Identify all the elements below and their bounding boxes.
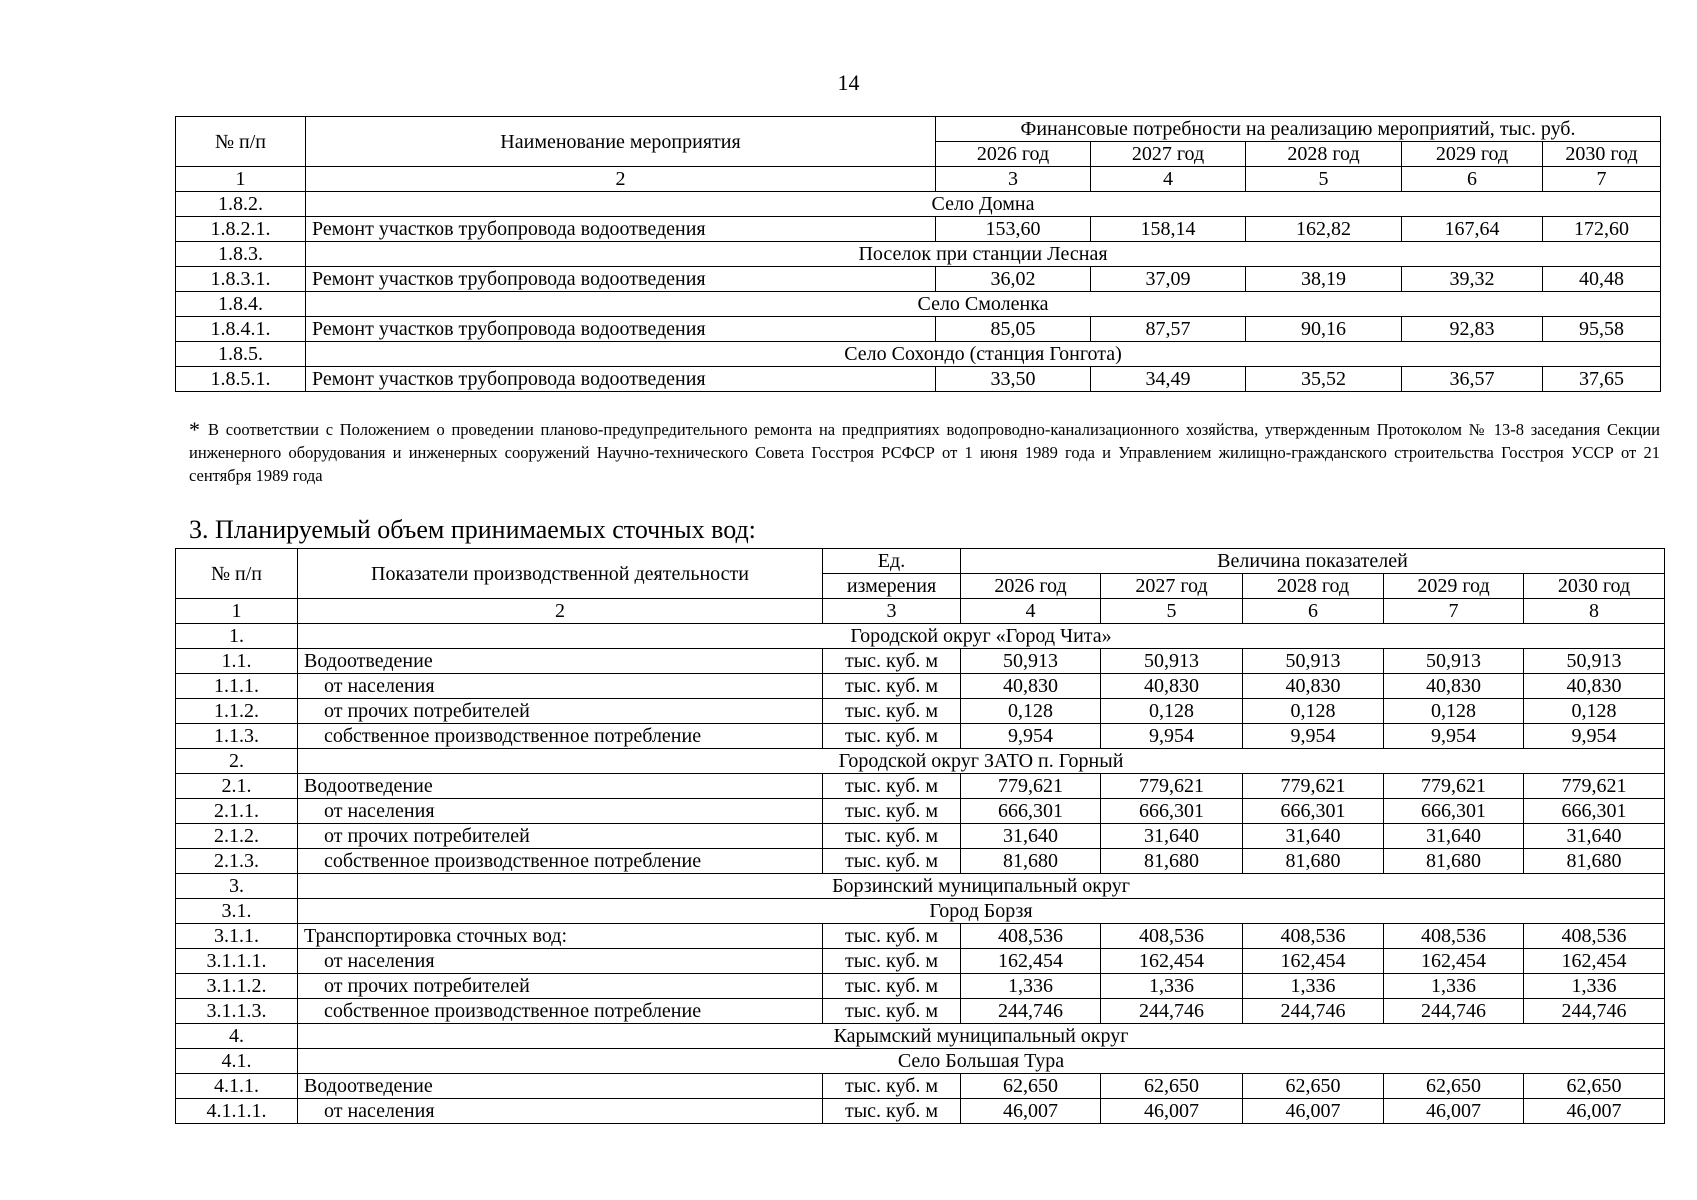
value-cell: 244,746: [1524, 999, 1665, 1024]
table-row: [176, 317, 1661, 342]
row-number: 1.8.5.: [176, 342, 306, 367]
value-cell: 408,536: [1524, 924, 1665, 949]
row-name: от населения: [298, 1099, 823, 1124]
row-unit: тыс. куб. м: [823, 1099, 961, 1124]
table-row: [176, 799, 1665, 824]
header-index: 7: [1384, 599, 1524, 624]
header-num: № п/п: [176, 117, 306, 167]
header-index: 8: [1524, 599, 1665, 624]
footnote-star: *: [189, 417, 200, 442]
section-row: [176, 342, 1661, 367]
section-row: [176, 749, 1665, 774]
page-number: 14: [837, 70, 860, 95]
table-row: [176, 649, 1665, 674]
value-cell: 81,680: [961, 849, 1101, 874]
value-cell: 46,007: [1243, 1099, 1384, 1124]
row-name: Водоотведение: [298, 774, 823, 799]
row-number: 3.1.1.2.: [176, 974, 298, 999]
value-cell: 36,02: [936, 267, 1091, 292]
value-cell: 31,640: [1101, 824, 1243, 849]
value-cell: 95,58: [1543, 317, 1661, 342]
table-row: [176, 367, 1661, 392]
row-number: 1.1.: [176, 649, 298, 674]
value-cell: 46,007: [1524, 1099, 1665, 1124]
value-cell: 40,830: [961, 674, 1101, 699]
row-unit: тыс. куб. м: [823, 824, 961, 849]
section-row: [176, 874, 1665, 899]
footnote-text: В соответствии с Положением о проведении планово-предупредительного ремонта на предприятиях водопроводно-канализационного хозяйства, утвержденным Протоколом № 13-8 заседания Секции инженерного оборудования и инженерных сооружений Научно-технического Совета Госстроя РСФСР от 1 июня 1989 года и Управлением жилищно-гражданского строительства Госстроя УССР от 21 сентября 1989 года: [189, 420, 1660, 485]
row-number: 1.8.4.: [176, 292, 306, 317]
header-year: 2029 год: [1402, 142, 1543, 167]
header-index: 1: [176, 599, 298, 624]
header-index: 5: [1246, 167, 1402, 192]
value-cell: 81,680: [1101, 849, 1243, 874]
header-year: 2027 год: [1091, 142, 1246, 167]
value-cell: 36,57: [1402, 367, 1543, 392]
section-title-cell: Город Борзя: [298, 899, 1665, 924]
value-cell: 50,913: [1101, 649, 1243, 674]
section-title-cell: Село Домна: [306, 192, 1661, 217]
section-title-cell: Городской округ «Город Чита»: [298, 624, 1665, 649]
row-unit: тыс. куб. м: [823, 1074, 961, 1099]
value-cell: 87,57: [1091, 317, 1246, 342]
table-row: [176, 774, 1665, 799]
value-cell: 244,746: [961, 999, 1101, 1024]
value-cell: 162,454: [1524, 949, 1665, 974]
header-year: 2030 год: [1524, 574, 1665, 599]
header-index: 3: [823, 599, 961, 624]
value-cell: 9,954: [1243, 724, 1384, 749]
table-row: [176, 849, 1665, 874]
table-row: [176, 674, 1665, 699]
value-cell: 46,007: [961, 1099, 1101, 1124]
value-cell: 34,49: [1091, 367, 1246, 392]
section-row: [176, 1049, 1665, 1074]
value-cell: 37,09: [1091, 267, 1246, 292]
table-row: [176, 1074, 1665, 1099]
section-title-cell: Село Смоленка: [306, 292, 1661, 317]
value-cell: 779,621: [1524, 774, 1665, 799]
table-row: [176, 267, 1661, 292]
section-row: [176, 192, 1661, 217]
value-cell: 46,007: [1384, 1099, 1524, 1124]
row-name: собственное производственное потребление: [298, 999, 823, 1024]
row-unit: тыс. куб. м: [823, 649, 961, 674]
value-cell: 85,05: [936, 317, 1091, 342]
section-row: [176, 292, 1661, 317]
value-cell: 38,19: [1246, 267, 1402, 292]
value-cell: 90,16: [1246, 317, 1402, 342]
row-number: 2.: [176, 749, 298, 774]
value-cell: 81,680: [1524, 849, 1665, 874]
row-unit: тыс. куб. м: [823, 849, 961, 874]
table-row: [176, 999, 1665, 1024]
row-number: 1.8.3.1.: [176, 267, 306, 292]
header-index: 1: [176, 167, 306, 192]
row-unit: тыс. куб. м: [823, 799, 961, 824]
row-number: 1.1.2.: [176, 699, 298, 724]
section-title-cell: Село Большая Тура: [298, 1049, 1665, 1074]
row-number: 1.8.2.1.: [176, 217, 306, 242]
row-name: от прочих потребителей: [298, 699, 823, 724]
table-row: [176, 699, 1665, 724]
header-year: 2028 год: [1246, 142, 1402, 167]
header-group: Финансовые потребности на реализацию мероприятий, тыс. руб.: [936, 117, 1661, 142]
row-number: 3.1.: [176, 899, 298, 924]
value-cell: 92,83: [1402, 317, 1543, 342]
row-number: 4.1.1.1.: [176, 1099, 298, 1124]
row-number: 1.8.3.: [176, 242, 306, 267]
value-cell: 666,301: [1101, 799, 1243, 824]
row-number: 1.8.4.1.: [176, 317, 306, 342]
header-year: 2027 год: [1101, 574, 1243, 599]
value-cell: 408,536: [1101, 924, 1243, 949]
header-num: № п/п: [176, 549, 298, 599]
row-number: 3.1.1.3.: [176, 999, 298, 1024]
row-number: 2.1.2.: [176, 824, 298, 849]
row-number: 3.1.1.1.: [176, 949, 298, 974]
value-cell: 162,454: [1101, 949, 1243, 974]
value-cell: 81,680: [1243, 849, 1384, 874]
section-title: 3. Планируемый объем принимаемых сточных вод:: [189, 515, 756, 544]
row-name: Транспортировка сточных вод:: [298, 924, 823, 949]
row-name: от населения: [298, 799, 823, 824]
row-unit: тыс. куб. м: [823, 999, 961, 1024]
value-cell: 0,128: [1243, 699, 1384, 724]
value-cell: 779,621: [1101, 774, 1243, 799]
row-name: собственное производственное потребление: [298, 724, 823, 749]
financial-needs-table: [175, 116, 1661, 392]
section-title-cell: Городской округ ЗАТО п. Горный: [298, 749, 1665, 774]
value-cell: 1,336: [961, 974, 1101, 999]
section-title-cell: Борзинский муниципальный округ: [298, 874, 1665, 899]
row-name: Ремонт участков трубопровода водоотведения: [306, 367, 936, 392]
row-number: 4.1.1.: [176, 1074, 298, 1099]
section-row: [176, 899, 1665, 924]
value-cell: 46,007: [1101, 1099, 1243, 1124]
header-index: 6: [1243, 599, 1384, 624]
header-year: 2026 год: [961, 574, 1101, 599]
value-cell: 162,454: [1384, 949, 1524, 974]
value-cell: 40,48: [1543, 267, 1661, 292]
value-cell: 31,640: [961, 824, 1101, 849]
row-number: 1.: [176, 624, 298, 649]
value-cell: 244,746: [1384, 999, 1524, 1024]
row-name: от прочих потребителей: [298, 974, 823, 999]
row-number: 4.: [176, 1024, 298, 1049]
value-cell: 31,640: [1243, 824, 1384, 849]
value-cell: 62,650: [961, 1074, 1101, 1099]
header-index: 6: [1402, 167, 1543, 192]
value-cell: 162,82: [1246, 217, 1402, 242]
wastewater-volume-table: [175, 548, 1665, 1124]
value-cell: 0,128: [1101, 699, 1243, 724]
value-cell: 408,536: [1243, 924, 1384, 949]
row-number: 2.1.: [176, 774, 298, 799]
row-number: 1.8.5.1.: [176, 367, 306, 392]
value-cell: 9,954: [1524, 724, 1665, 749]
value-cell: 779,621: [961, 774, 1101, 799]
table-row: [176, 824, 1665, 849]
header-name: Показатели производственной деятельности: [298, 549, 823, 599]
row-name: Ремонт участков трубопровода водоотведения: [306, 317, 936, 342]
header-year: 2028 год: [1243, 574, 1384, 599]
header-index: 4: [961, 599, 1101, 624]
value-cell: 50,913: [1524, 649, 1665, 674]
table-row: [176, 724, 1665, 749]
value-cell: 0,128: [961, 699, 1101, 724]
table-row: [176, 974, 1665, 999]
value-cell: 9,954: [961, 724, 1101, 749]
value-cell: 779,621: [1384, 774, 1524, 799]
header-index: 3: [936, 167, 1091, 192]
value-cell: 162,454: [961, 949, 1101, 974]
value-cell: 50,913: [961, 649, 1101, 674]
section-title-cell: Село Сохондо (станция Гонгота): [306, 342, 1661, 367]
value-cell: 40,830: [1384, 674, 1524, 699]
value-cell: 31,640: [1524, 824, 1665, 849]
value-cell: 40,830: [1243, 674, 1384, 699]
value-cell: 244,746: [1101, 999, 1243, 1024]
value-cell: 158,14: [1091, 217, 1246, 242]
row-number: 4.1.: [176, 1049, 298, 1074]
row-name: Ремонт участков трубопровода водоотведения: [306, 217, 936, 242]
section-row: [176, 1024, 1665, 1049]
table-row: [176, 217, 1661, 242]
value-cell: 39,32: [1402, 267, 1543, 292]
header-index: 7: [1543, 167, 1661, 192]
row-name: собственное производственное потребление: [298, 849, 823, 874]
value-cell: 779,621: [1243, 774, 1384, 799]
value-cell: 162,454: [1243, 949, 1384, 974]
value-cell: 1,336: [1101, 974, 1243, 999]
row-name: от населения: [298, 674, 823, 699]
row-number: 3.1.1.: [176, 924, 298, 949]
value-cell: 1,336: [1524, 974, 1665, 999]
row-number: 1.1.1.: [176, 674, 298, 699]
header-unit-line2: измерения: [823, 574, 961, 599]
value-cell: 33,50: [936, 367, 1091, 392]
value-cell: 244,746: [1243, 999, 1384, 1024]
value-cell: 1,336: [1243, 974, 1384, 999]
table-row: [176, 924, 1665, 949]
row-unit: тыс. куб. м: [823, 699, 961, 724]
row-unit: тыс. куб. м: [823, 724, 961, 749]
header-index: 2: [306, 167, 936, 192]
row-unit: тыс. куб. м: [823, 974, 961, 999]
table-row: [176, 1099, 1665, 1124]
value-cell: 172,60: [1543, 217, 1661, 242]
value-cell: 50,913: [1384, 649, 1524, 674]
row-name: Водоотведение: [298, 1074, 823, 1099]
header-year: 2030 год: [1543, 142, 1661, 167]
row-number: 2.1.3.: [176, 849, 298, 874]
value-cell: 666,301: [1524, 799, 1665, 824]
value-cell: 666,301: [1243, 799, 1384, 824]
row-name: от населения: [298, 949, 823, 974]
row-name: Водоотведение: [298, 649, 823, 674]
section-row: [176, 624, 1665, 649]
header-group: Величина показателей: [961, 549, 1665, 574]
value-cell: 666,301: [961, 799, 1101, 824]
section-row: [176, 242, 1661, 267]
value-cell: 35,52: [1246, 367, 1402, 392]
value-cell: 9,954: [1384, 724, 1524, 749]
header-year: 2029 год: [1384, 574, 1524, 599]
table-row: [176, 949, 1665, 974]
row-number: 3.: [176, 874, 298, 899]
value-cell: 666,301: [1384, 799, 1524, 824]
header-index: 4: [1091, 167, 1246, 192]
header-unit-line1: Ед.: [823, 549, 961, 574]
header-index: 2: [298, 599, 823, 624]
value-cell: 153,60: [936, 217, 1091, 242]
value-cell: 1,336: [1384, 974, 1524, 999]
row-number: 1.1.3.: [176, 724, 298, 749]
row-unit: тыс. куб. м: [823, 774, 961, 799]
row-unit: тыс. куб. м: [823, 674, 961, 699]
value-cell: 167,64: [1402, 217, 1543, 242]
row-number: 1.8.2.: [176, 192, 306, 217]
value-cell: 50,913: [1243, 649, 1384, 674]
row-unit: тыс. куб. м: [823, 924, 961, 949]
value-cell: 0,128: [1384, 699, 1524, 724]
value-cell: 0,128: [1524, 699, 1665, 724]
header-name: Наименование мероприятия: [306, 117, 936, 167]
section-title-cell: Карымский муниципальный округ: [298, 1024, 1665, 1049]
section-title-cell: Поселок при станции Лесная: [306, 242, 1661, 267]
row-name: от прочих потребителей: [298, 824, 823, 849]
value-cell: 9,954: [1101, 724, 1243, 749]
value-cell: 408,536: [961, 924, 1101, 949]
header-index: 5: [1101, 599, 1243, 624]
value-cell: 62,650: [1101, 1074, 1243, 1099]
value-cell: 40,830: [1101, 674, 1243, 699]
value-cell: 37,65: [1543, 367, 1661, 392]
value-cell: 62,650: [1384, 1074, 1524, 1099]
value-cell: 81,680: [1384, 849, 1524, 874]
value-cell: 31,640: [1384, 824, 1524, 849]
value-cell: 62,650: [1524, 1074, 1665, 1099]
header-year: 2026 год: [936, 142, 1091, 167]
value-cell: 62,650: [1243, 1074, 1384, 1099]
value-cell: 408,536: [1384, 924, 1524, 949]
footnote: [189, 418, 1660, 487]
value-cell: 40,830: [1524, 674, 1665, 699]
row-name: Ремонт участков трубопровода водоотведения: [306, 267, 936, 292]
row-unit: тыс. куб. м: [823, 949, 961, 974]
row-number: 2.1.1.: [176, 799, 298, 824]
